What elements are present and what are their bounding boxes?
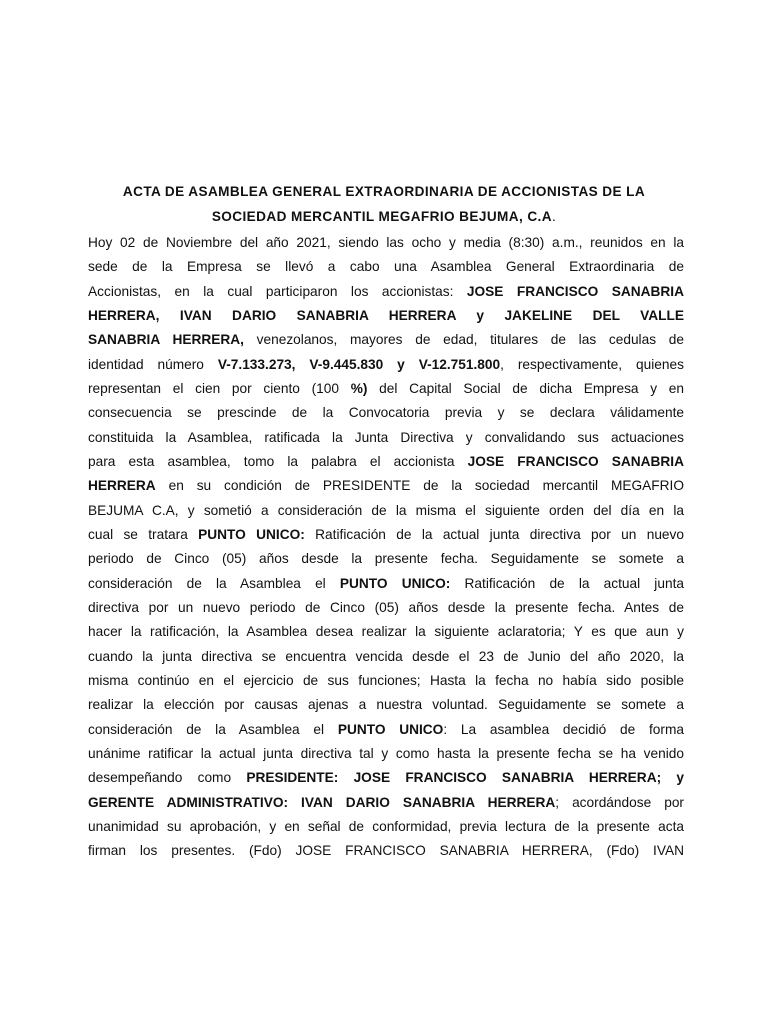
document-title-line-1: ACTA DE ASAMBLEA GENERAL EXTRAORDINARIA DE ACCIONISTAS DE LA — [122, 184, 646, 199]
text: para esta asamblea, tomo la palabra el accionista — [88, 454, 468, 469]
text: misma continúo en el ejercicio de sus funciones; Hasta la fecha no había sido posible — [88, 672, 684, 688]
text: en su condición de PRESIDENTE de la sociedad mercantil MEGAFRIO — [155, 478, 684, 494]
bold-text: JOSE FRANCISCO SANABRIA — [467, 454, 684, 469]
body-line — [88, 526, 684, 543]
text: venezolanos, mayores de edad, titulares de las cedulas de — [243, 332, 684, 348]
body-line — [88, 794, 684, 811]
text: unanimidad su aprobación, y en señal de conformidad, previa lectura de la presente acta — [88, 818, 684, 834]
bold-text: PUNTO UNICO: — [339, 575, 451, 591]
body-line — [88, 502, 684, 519]
body-line — [88, 648, 684, 665]
body-line — [88, 283, 684, 300]
text: ; acordándose por — [555, 794, 684, 810]
text: firman los presentes. (Fdo) JOSE FRANCISCO SANABRIA HERRERA, (Fdo) IVAN — [88, 843, 684, 859]
bold-text: PRESIDENTE: JOSE FRANCISCO SANABRIA HERRERA; y — [246, 770, 684, 786]
text: BEJUMA C.A, y sometió a consideración de la misma el siguiente orden del día en la — [88, 502, 684, 518]
text: hacer la ratificación, la Asamblea desea realizar la siguiente aclaratoria; Y es que aun y — [88, 624, 684, 640]
body-line — [88, 550, 684, 567]
body-line — [88, 331, 684, 348]
text: Accionistas, en la cual participaron los accionistas: — [88, 283, 467, 299]
bold-text: HERRERA, IVAN DARIO SANABRIA HERRERA y JAKELINE DEL VALLE — [88, 308, 684, 323]
body-line — [88, 453, 684, 470]
bold-text: V-7.133.273, V-9.445.830 y V-12.751.800 — [217, 356, 501, 372]
text: constituida la Asamblea, ratificada la Junta Directiva y convalidando sus actuaciones — [88, 429, 684, 445]
text: del Capital Social de dicha Empresa y en — [367, 381, 684, 396]
body-line — [88, 842, 684, 859]
body-line — [88, 696, 684, 713]
text: desempeñando como — [88, 770, 247, 786]
text: cuando la junta directiva se encuentra vencida desde el 23 de Junio del año 2020, la — [88, 648, 684, 664]
bold-text: PUNTO UNICO — [337, 721, 444, 737]
text: : La asamblea decidió de forma — [443, 721, 684, 737]
text: identidad número — [88, 356, 218, 372]
body-line — [88, 745, 684, 762]
text: consecuencia se prescinde de la Convocatoria previa y se declara válidamente — [88, 405, 684, 421]
text: Ratificación de la actual junta — [450, 575, 684, 591]
body-line — [88, 307, 684, 324]
text: consideración de la Asamblea el — [88, 575, 340, 591]
body-line — [88, 380, 684, 397]
bold-text: HERRERA — [88, 478, 156, 494]
body-line — [88, 721, 684, 738]
bold-text: GERENTE ADMINISTRATIVO: IVAN DARIO SANABRIA HERRERA — [88, 794, 556, 810]
text: Hoy 02 de Noviembre del año 2021, siendo las ocho y media (8:30) a.m., reunidos en la — [88, 235, 684, 250]
bold-text: PUNTO UNICO: — [198, 527, 305, 542]
body-line — [88, 818, 684, 835]
text: directiva por un nuevo periodo de Cinco (05) años desde la presente fecha. Antes de — [88, 600, 684, 615]
body-line — [88, 356, 684, 373]
text: , respectivamente, quienes — [500, 356, 684, 372]
text: consideración de la Asamblea el — [88, 721, 338, 737]
body-line — [88, 477, 684, 494]
document-title-line-2-end: . — [551, 209, 557, 224]
text: representan el cien por ciento (100 — [88, 381, 351, 396]
bold-text: SANABRIA HERRERA, — [88, 332, 244, 348]
text: cual se tratara — [88, 527, 199, 542]
body-line — [88, 429, 684, 446]
text: unánime ratificar la actual junta directiva tal y como hasta la presente fecha se ha venido — [88, 745, 684, 761]
text: realizar la elección por causas ajenas a nuestra voluntad. Seguidamente se somete a — [88, 697, 684, 713]
document-title-line-2 — [88, 209, 680, 224]
text: sede de la Empresa se llevó a cabo una Asamblea General Extraordinaria de — [88, 259, 684, 275]
body-line — [88, 623, 684, 640]
body-line — [88, 234, 684, 251]
bold-text: %) — [350, 381, 368, 396]
bold-text: JOSE FRANCISCO SANABRIA — [466, 283, 684, 299]
body-line — [88, 258, 684, 275]
body-line — [88, 599, 684, 616]
text: Ratificación de la actual junta directiva por un nuevo — [304, 527, 685, 542]
body-line — [88, 769, 684, 786]
document-title-line-2-text: SOCIEDAD MERCANTIL MEGAFRIO BEJUMA, C.A — [211, 209, 552, 224]
body-line — [88, 672, 684, 689]
body-line — [88, 575, 684, 592]
body-line — [88, 404, 684, 421]
text: periodo de Cinco (05) años desde la presente fecha. Seguidamente se somete a — [88, 551, 684, 567]
